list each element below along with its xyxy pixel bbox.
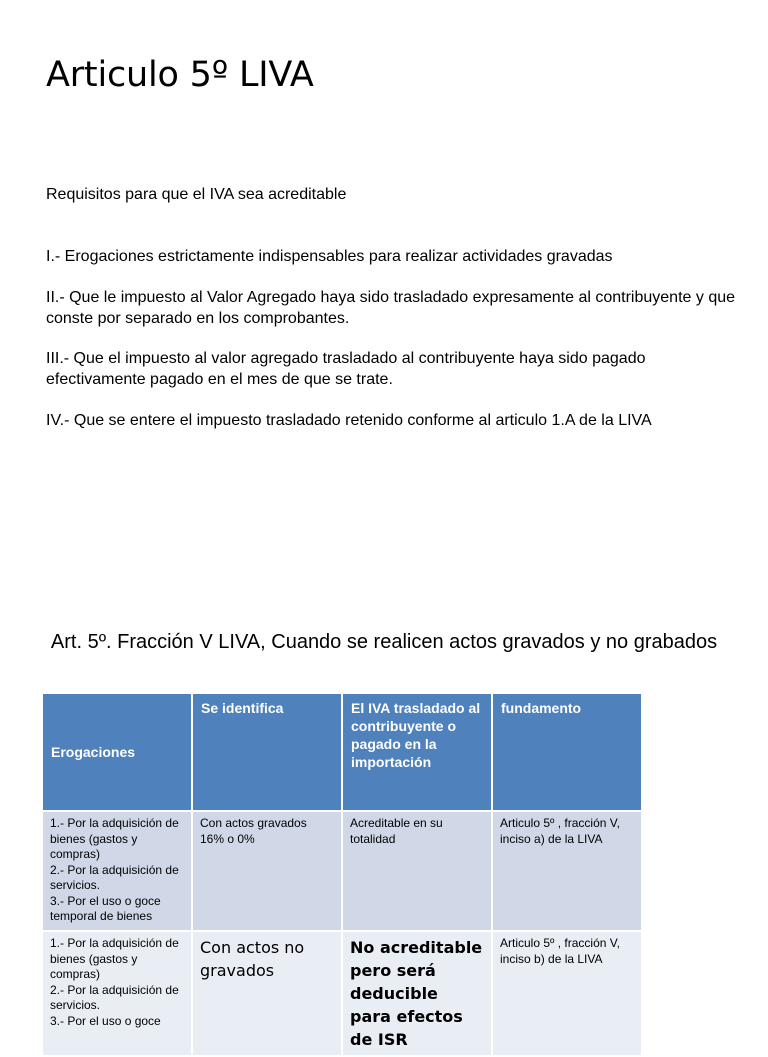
erogacion-item: 1.- Por la adquisición de bienes (gastos y compras): [50, 936, 179, 981]
cell-fundamento: Articulo 5º , fracción V, inciso b) de la LIVA: [493, 932, 641, 1055]
header-iva-trasladado: El IVA trasladado al contribuyente o pagado en la importación: [343, 694, 491, 810]
intro-text: Requisitos para que el IVA sea acreditable: [46, 186, 347, 203]
cell-erogaciones: [43, 812, 191, 930]
table-row: [43, 812, 641, 930]
page-title: Articulo 5º LIVA: [46, 55, 314, 95]
header-fundamento: fundamento: [493, 694, 641, 810]
cell-fundamento: Articulo 5º , fracción V, inciso a) de la LIVA: [493, 812, 641, 930]
cell-se-identifica: Con actos gravados 16% o 0%: [193, 812, 341, 930]
header-erogaciones: Erogaciones: [43, 694, 191, 810]
header-se-identifica: Se identifica: [193, 694, 341, 810]
requirement-3: III.- Que el impuesto al valor agregado trasladado al contribuyente haya sido pagado efectivamente pagado en el mes de que se trate.: [46, 350, 646, 388]
cell-iva-trasladado: No acreditable pero será deducible para efectos de ISR: [343, 932, 491, 1055]
erogacion-item: 2.- Por la adquisición de servicios.: [50, 982, 179, 1012]
requirement-1: I.- Erogaciones estrictamente indispensables para realizar actividades gravadas: [46, 248, 613, 265]
cell-erogaciones: [43, 932, 191, 1055]
requirement-2: II.- Que le impuesto al Valor Agregado haya sido trasladado expresamente al contribuyente y que conste por separado en los comprobantes.: [46, 289, 736, 327]
data-table: [41, 692, 643, 1057]
requirement-4: IV.- Que se entere el impuesto trasladado retenido conforme al articulo 1.A de la LIVA: [46, 412, 652, 429]
cell-iva-trasladado: Acreditable en su totalidad: [343, 812, 491, 930]
erogacion-item: 3.- Por el uso o goce temporal de bienes: [50, 893, 161, 923]
table-header-row: [43, 694, 641, 810]
erogacion-item: 1.- Por la adquisición de bienes (gastos y compras): [50, 816, 179, 861]
table-row: [43, 932, 641, 1055]
erogacion-item: 2.- Por la adquisición de servicios.: [50, 862, 179, 892]
cell-se-identifica: Con actos no gravados: [193, 932, 341, 1055]
table-title: Art. 5º. Fracción V LIVA, Cuando se realicen actos gravados y no grabados: [50, 631, 718, 653]
erogacion-item: 3.- Por el uso o goce: [50, 1013, 161, 1028]
